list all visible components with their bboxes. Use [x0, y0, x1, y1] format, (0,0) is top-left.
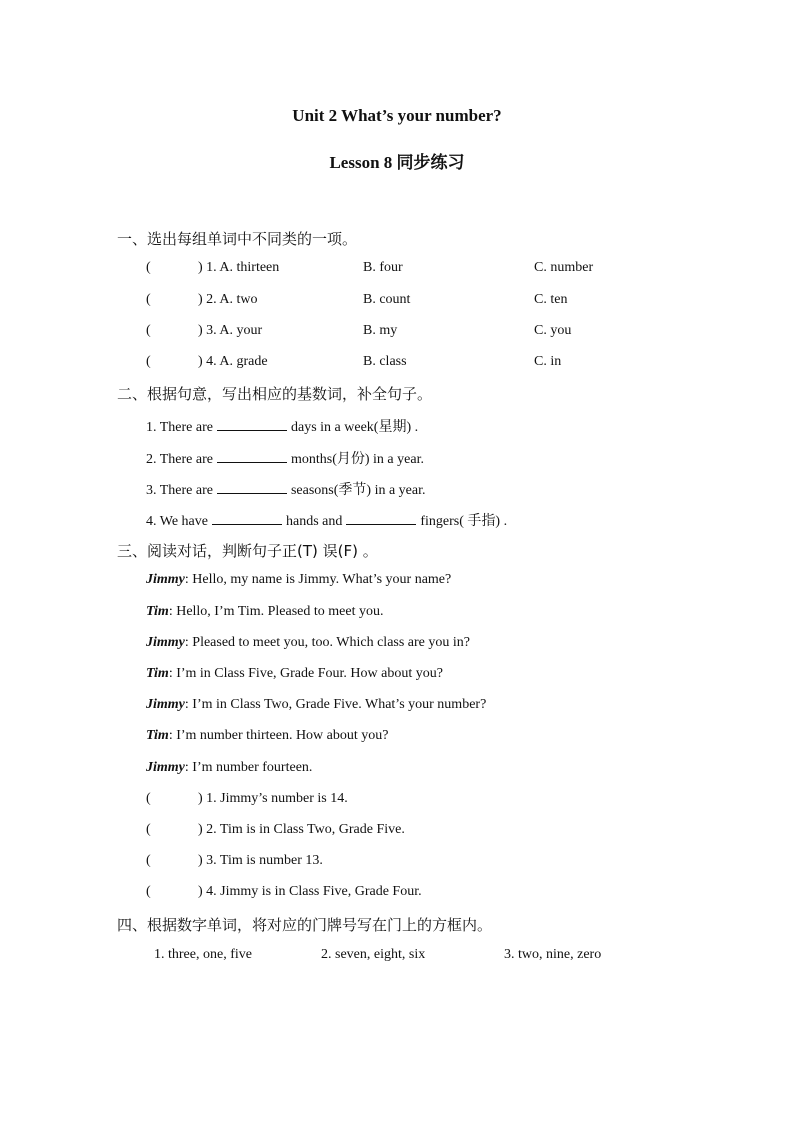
page-title: Unit 2 What’s your number? [292, 106, 502, 125]
answer-blank[interactable] [217, 449, 287, 463]
s1-q2-num: ( ) 2. A. two [146, 292, 258, 307]
answer-blank[interactable] [346, 511, 416, 525]
section1-heading: 一、选出每组单词中不同类的一项。 [117, 230, 358, 248]
s2-q1: 1. There are days in a week(星期) . [146, 416, 418, 436]
s1-q1-c: C. number [534, 260, 594, 275]
s1-q2-b: B. count [363, 292, 411, 307]
s2-q2: 2. There are months(月份) in a year. [146, 448, 424, 468]
s1-q4-num: ( ) 4. A. grade [146, 354, 268, 369]
page-subtitle: Lesson 8 同步练习 [329, 153, 465, 172]
s3-judge-3: ( ) 3. Tim is number 13. [146, 853, 323, 868]
s1-q3-c: C. you [534, 323, 572, 338]
s4-item-3: 3. two, nine, zero [504, 947, 602, 962]
answer-blank[interactable] [217, 417, 287, 431]
s1-q1-a: ) 1. A. thirteen [198, 260, 280, 275]
s1-q2-c: C. ten [534, 292, 568, 307]
dialogue-line: Tim: I’m in Class Five, Grade Four. How about you? [146, 666, 443, 681]
s1-q1-b: B. four [363, 260, 403, 275]
dialogue-line: Jimmy: I’m number fourteen. [146, 760, 313, 775]
s2-q4: 4. We have hands and fingers( 手指) . [146, 510, 507, 530]
s1-q3-num: ( ) 3. A. your [146, 323, 263, 338]
answer-blank[interactable] [217, 480, 287, 494]
answer-blank[interactable] [212, 511, 282, 525]
dialogue-line: Jimmy: I’m in Class Two, Grade Five. What’s your number? [146, 697, 487, 712]
section3-heading: 三、阅读对话，判断句子正(T) 误(F) 。 [117, 542, 378, 560]
s3-judge-2: ( ) 2. Tim is in Class Two, Grade Five. [146, 822, 405, 837]
s2-q3: 3. There are seasons(季节) in a year. [146, 479, 426, 499]
s4-item-2: 2. seven, eight, six [321, 947, 426, 962]
s1-q3-a: ) 3. A. your [198, 323, 263, 338]
dialogue-line: Tim: I’m number thirteen. How about you? [146, 728, 389, 743]
s1-q2-a: ) 2. A. two [198, 292, 258, 307]
dialogue-line: Jimmy: Pleased to meet you, too. Which class are you in? [146, 635, 471, 650]
dialogue-line: Jimmy: Hello, my name is Jimmy. What’s your name? [146, 572, 452, 587]
section2-heading: 二、根据句意，写出相应的基数词，补全句子。 [117, 385, 433, 403]
s1-q4-b: B. class [363, 354, 407, 369]
s1-q3-b: B. my [363, 323, 398, 338]
s1-q4-c: C. in [534, 354, 562, 369]
s3-judge-4: ( ) 4. Jimmy is in Class Five, Grade Four. [146, 884, 422, 899]
s1-q4-a: ) 4. A. grade [198, 354, 268, 369]
s1-q1-num: ( ) 1. A. thirteen [146, 260, 280, 275]
dialogue-line: Tim: Hello, I’m Tim. Pleased to meet you. [146, 604, 384, 619]
section4-heading: 四、根据数字单词，将对应的门牌号写在门上的方框内。 [117, 916, 493, 934]
s4-item-1: 1. three, one, five [154, 947, 252, 962]
s3-judge-1: ( ) 1. Jimmy’s number is 14. [146, 791, 348, 806]
